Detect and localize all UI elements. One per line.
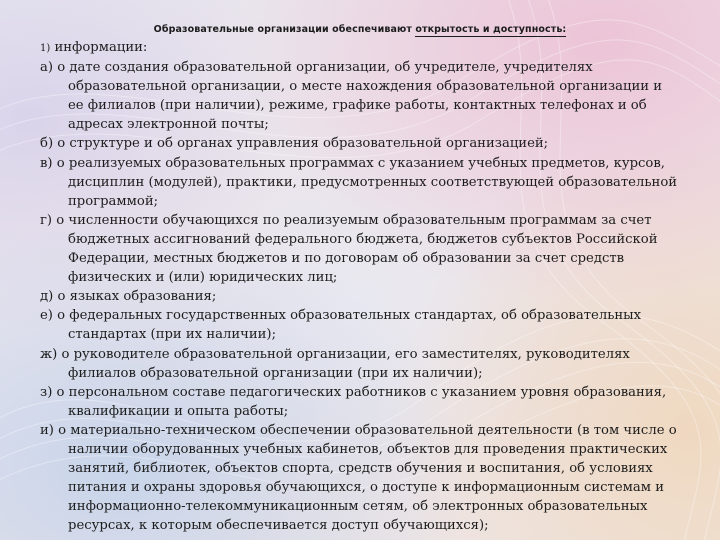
intro-line <box>40 38 680 58</box>
list-item-zh: ж) о руководителе образовательной организации, его заместителях, руководителях филиалов образовательной организации (при их наличии); <box>40 346 630 381</box>
list-item-z: з) о персональном составе педагогических работников с указанием уровня образования, квалификации и опыта работы; <box>40 384 667 419</box>
list-item-e: е) о федеральных государственных образовательных стандартах, об образовательных стандартах (при их наличии); <box>40 308 642 343</box>
list-item-v: в) о реализуемых образовательных программах с указанием учебных предметов, курсов, дисциплин (модулей), практики, предусмотренных соответствующей образовательной программой; <box>40 155 678 209</box>
list-item-a: а) о дате создания образовательной организации, об учредителе, учредителях образовательной организации, о месте нахождения образовательной организации и ее филиалов (при наличии), режиме, графике работы, контактных телефонах и об адресах электронной почты; <box>40 60 663 133</box>
intro-number: 1) <box>40 43 51 54</box>
list-item-b: б) о структуре и об органах управления образовательной организацией; <box>40 136 549 152</box>
heading-text: Образовательные организации обеспечивают <box>153 24 416 35</box>
list-item-i: и) о материально-техническом обеспечении образовательной деятельности (в том числе о наличии оборудованных учебных кабинетов, объектов для проведения практических занятий, библиотек, объектов спорта, средств обучения и воспитания, об условиях питания и охраны здоровья обучающихся, о доступе к информационным системам и информационно-телекоммуникационным сетям, об электронных образовательных ресурсах, к которым обеспечивается доступ обучающихся); <box>40 422 677 534</box>
heading-underlined-text: открытость и доступность: <box>415 24 567 35</box>
intro-text: информации: <box>54 40 148 55</box>
list-item-g: г) о численности обучающихся по реализуемым образовательным программам за счет бюджетных ассигнований федерального бюджета, бюджетов субъектов Российской Федерации, местных бюджетов и по договорам об образовании за счет средств физических и (или) юридических лиц; <box>40 212 658 286</box>
body-text <box>40 38 680 535</box>
list-item-d: д) о языках образования; <box>40 289 217 305</box>
slide-heading <box>0 24 720 35</box>
